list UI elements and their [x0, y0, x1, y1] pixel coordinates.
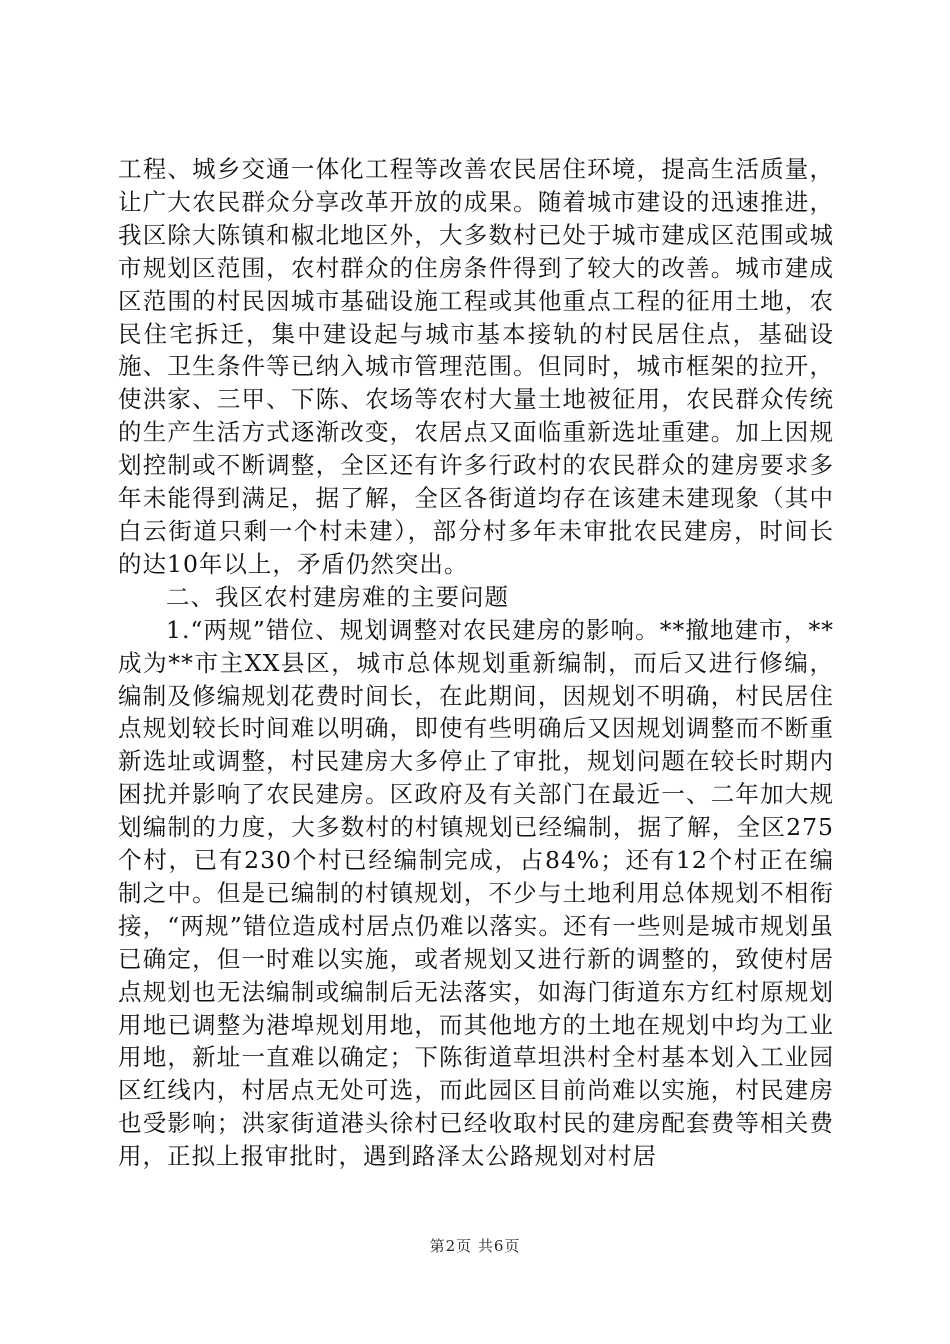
page-footer: 第2页 共6页	[429, 1237, 521, 1255]
paragraph-continuation: 工程、城乡交通一体化工程等改善农民居住环境，提高生活质量，让广大农民群众分享改革开放的成果。随着城市建设的迅速推进，我区除大陈镇和椒北地区外，大多数村已处于城市建成区范围或城市规划区范围，农村群众的住房条件得到了较大的改善。城市建成区范围的村民因城市基础设施工程或其他重点工程的征用土地，农民住宅拆迁，集中建设起与城市基本接轨的村民居住点，基础设施、卫生条件等已纳入城市管理范围。但同时，城市框架的拉开，使洪家、三甲、下陈、农场等农村大量土地被征用，农民群众传统的生产生活方式逐渐改变，农居点又面临重新选址重建。加上因规划控制或不断调整，全区还有许多行政村的农民群众的建房要求多年未能得到满足，据了解，全区各街道均存在该建未建现象（其中白云街道只剩一个村未建），部分村多年未审批农民建房，时间长的达10年以上，矛盾仍然突出。	[118, 155, 834, 578]
paragraph-body: 1.“两规”错位、规划调整对农民建房的影响。**撤地建市，**成为**市主XX县区，城市总体规划重新编制，而后又进行修编，编制及修编规划花费时间长，在此期间，因规划不明确，村民居住点规划较长时间难以明确，即使有些明确后又因规划调整而不断重新选址或调整，村民建房大多停止了审批，规划问题在较长时期内困扰并影响了农民建房。区政府及有关部门在最近一、二年加大规划编制的力度，大多数村的村镇规划已经编制，据了解，全区275个村，已有230个村已经编制完成，占84%；还有12个村正在编制之中。但是已编制的村镇规划，不少与土地利用总体规划不相衔接，“两规”错位造成村居点仍难以落实。还有一些则是城市规划虽已确定，但一时难以实施，或者规划又进行新的调整的，致使村居点规划也无法编制或编制后无法落实，如海门街道东方红村原规划用地已调整为港埠规划用地，而其他地方的土地在规划中均为工业用地，新址一直难以确定；下陈街道草坦洪村全村基本划入工业园区红线内，村居点无处可选，而此园区目前尚难以实施，村民建房也受影响；洪家街道港头徐村已经收取村民的建房配套费等相关费用，正拟上报审批时，遇到路泽太公路规划对村居	[118, 615, 834, 1171]
section-heading: 二、我区农村建房难的主要问题	[166, 582, 509, 611]
document-body	[118, 153, 834, 1173]
